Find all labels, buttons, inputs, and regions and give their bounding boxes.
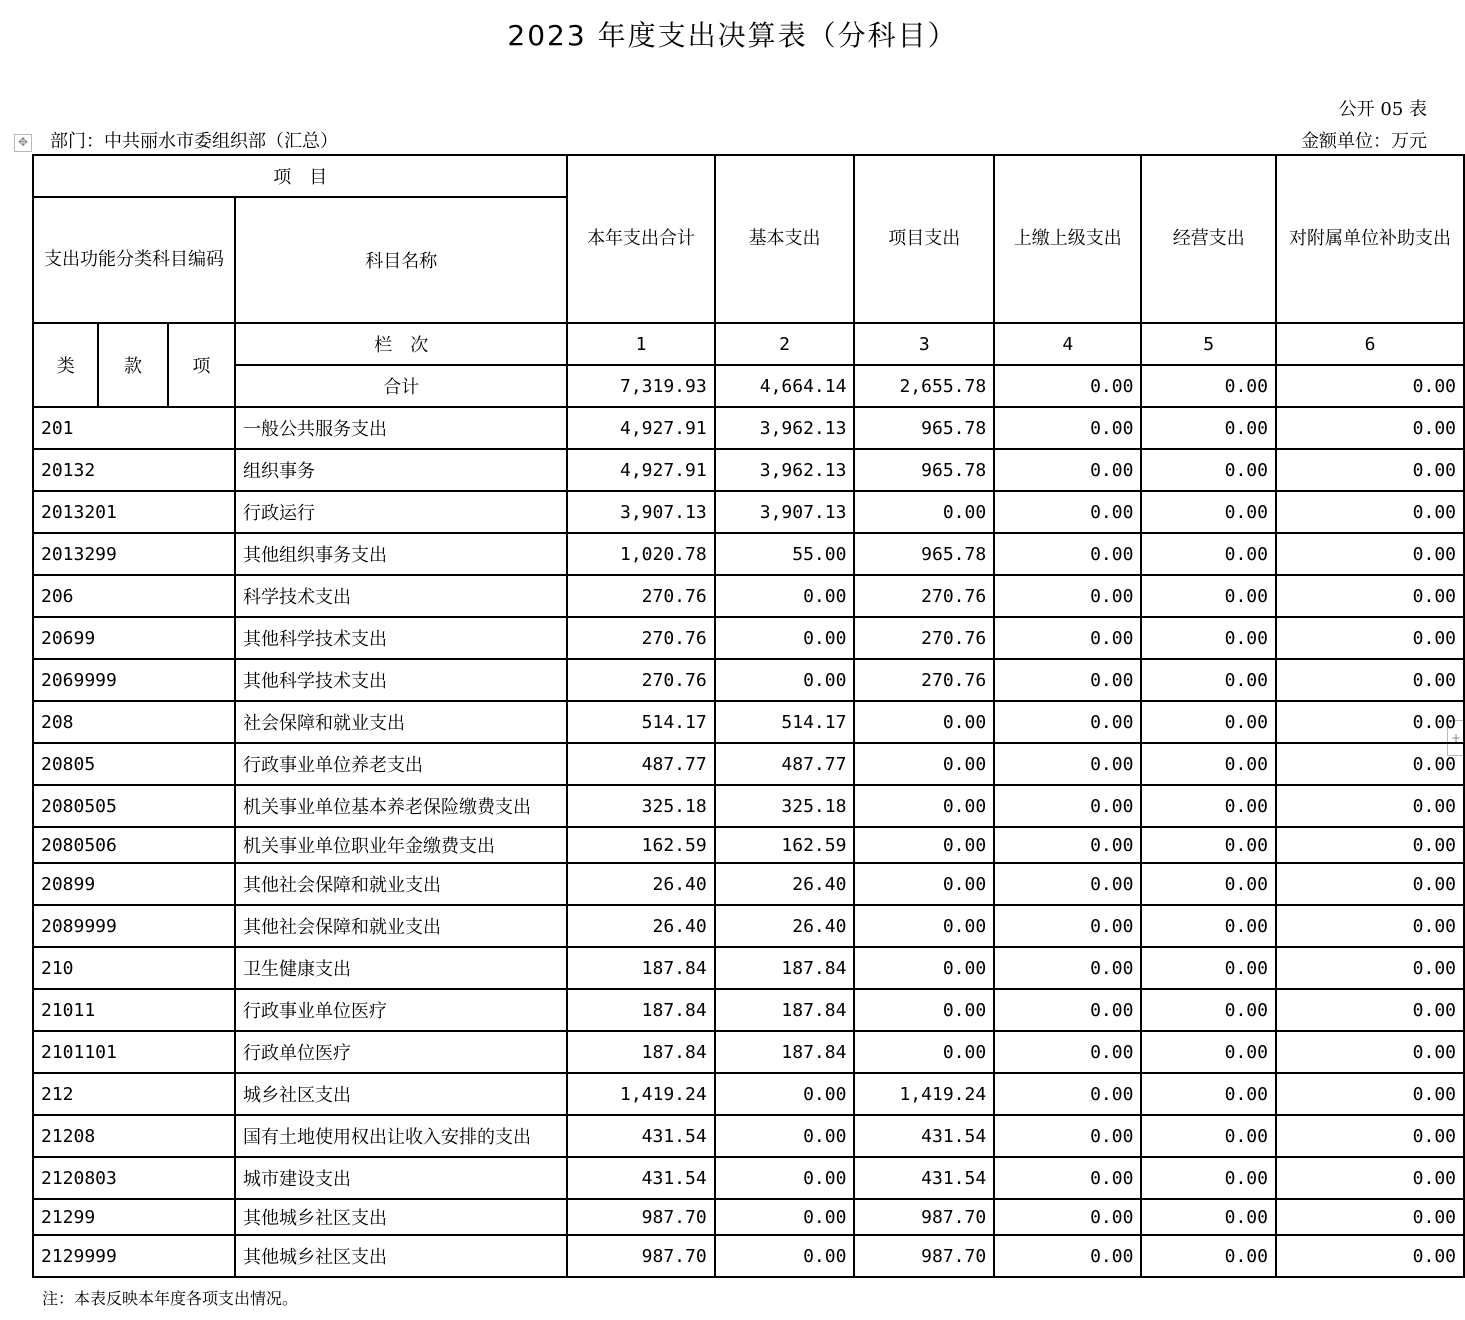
row-value: 0.00 xyxy=(994,407,1141,449)
row-value: 0.00 xyxy=(994,863,1141,905)
row-value: 965.78 xyxy=(854,533,994,575)
row-code: 2120803 xyxy=(33,1157,235,1199)
header-level-class: 类 xyxy=(33,323,98,407)
row-value: 431.54 xyxy=(854,1115,994,1157)
row-value: 3,907.13 xyxy=(715,491,855,533)
row-name: 机关事业单位职业年金缴费支出 xyxy=(235,827,567,863)
row-value: 0.00 xyxy=(994,701,1141,743)
row-value: 0.00 xyxy=(994,743,1141,785)
row-code: 2101101 xyxy=(33,1031,235,1073)
table-row xyxy=(33,743,1464,785)
row-name: 行政运行 xyxy=(235,491,567,533)
row-code: 2089999 xyxy=(33,905,235,947)
row-value: 514.17 xyxy=(715,701,855,743)
row-value: 0.00 xyxy=(854,491,994,533)
row-value: 965.78 xyxy=(854,407,994,449)
row-value: 987.70 xyxy=(567,1235,714,1277)
row-value: 0.00 xyxy=(1276,1235,1464,1277)
row-value: 0.00 xyxy=(1141,491,1276,533)
row-value: 0.00 xyxy=(1141,1115,1276,1157)
row-value: 0.00 xyxy=(994,575,1141,617)
row-name: 行政事业单位养老支出 xyxy=(235,743,567,785)
row-value: 0.00 xyxy=(1276,1073,1464,1115)
column-number: 1 xyxy=(567,323,714,365)
total-value: 7,319.93 xyxy=(567,365,714,407)
row-name: 城市建设支出 xyxy=(235,1157,567,1199)
total-value: 0.00 xyxy=(994,365,1141,407)
move-icon[interactable]: ✥ xyxy=(14,134,32,152)
row-value: 3,962.13 xyxy=(715,407,855,449)
row-code: 20805 xyxy=(33,743,235,785)
row-code: 20899 xyxy=(33,863,235,905)
row-name: 国有土地使用权出让收入安排的支出 xyxy=(235,1115,567,1157)
row-value: 0.00 xyxy=(994,1199,1141,1235)
row-value: 0.00 xyxy=(994,659,1141,701)
row-value: 0.00 xyxy=(1141,743,1276,785)
row-code: 21208 xyxy=(33,1115,235,1157)
row-code: 2080506 xyxy=(33,827,235,863)
table-row xyxy=(33,989,1464,1031)
row-value: 0.00 xyxy=(994,785,1141,827)
table-row xyxy=(33,1115,1464,1157)
row-value: 0.00 xyxy=(1276,617,1464,659)
row-value: 0.00 xyxy=(1141,1199,1276,1235)
row-value: 0.00 xyxy=(1141,533,1276,575)
row-value: 0.00 xyxy=(715,575,855,617)
row-value: 0.00 xyxy=(1276,827,1464,863)
row-code: 212 xyxy=(33,1073,235,1115)
row-name: 机关事业单位基本养老保险缴费支出 xyxy=(235,785,567,827)
row-value: 3,907.13 xyxy=(567,491,714,533)
row-name: 组织事务 xyxy=(235,449,567,491)
column-number: 2 xyxy=(715,323,855,365)
row-value: 0.00 xyxy=(994,1235,1141,1277)
expenditure-table xyxy=(32,154,1465,1278)
column-number: 4 xyxy=(994,323,1141,365)
row-name: 其他社会保障和就业支出 xyxy=(235,863,567,905)
row-value: 0.00 xyxy=(1141,617,1276,659)
row-code: 21011 xyxy=(33,989,235,1031)
row-value: 0.00 xyxy=(1141,1157,1276,1199)
page-title: 2023 年度支出决算表（分科目） xyxy=(507,19,958,52)
row-value: 0.00 xyxy=(1276,659,1464,701)
row-name: 行政事业单位医疗 xyxy=(235,989,567,1031)
table-row xyxy=(33,617,1464,659)
row-code: 21299 xyxy=(33,1199,235,1235)
row-name: 社会保障和就业支出 xyxy=(235,701,567,743)
row-value: 0.00 xyxy=(1141,827,1276,863)
row-value: 325.18 xyxy=(715,785,855,827)
row-value: 162.59 xyxy=(567,827,714,863)
table-row xyxy=(33,491,1464,533)
header-col-6: 对附属单位补助支出 xyxy=(1276,155,1464,323)
row-value: 0.00 xyxy=(854,989,994,1031)
row-value: 0.00 xyxy=(994,617,1141,659)
column-number: 3 xyxy=(854,323,994,365)
row-value: 0.00 xyxy=(1141,659,1276,701)
row-value: 0.00 xyxy=(854,785,994,827)
row-value: 0.00 xyxy=(994,1073,1141,1115)
department-label: 部门：中共丽水市委组织部（汇总） xyxy=(50,131,338,152)
row-value: 0.00 xyxy=(854,743,994,785)
row-value: 26.40 xyxy=(715,863,855,905)
table-row xyxy=(33,449,1464,491)
header-col-1: 本年支出合计 xyxy=(567,155,714,323)
row-value: 0.00 xyxy=(994,989,1141,1031)
row-value: 0.00 xyxy=(854,947,994,989)
row-value: 270.76 xyxy=(567,659,714,701)
row-value: 987.70 xyxy=(854,1199,994,1235)
row-value: 0.00 xyxy=(1276,947,1464,989)
row-value: 0.00 xyxy=(994,1115,1141,1157)
table-row xyxy=(33,1157,1464,1199)
row-value: 0.00 xyxy=(1141,701,1276,743)
total-label: 合计 xyxy=(235,365,567,407)
header-code-group: 支出功能分类科目编码 xyxy=(33,197,235,323)
row-value: 0.00 xyxy=(715,1199,855,1235)
row-value: 0.00 xyxy=(715,617,855,659)
row-name: 其他社会保障和就业支出 xyxy=(235,905,567,947)
row-value: 270.76 xyxy=(567,617,714,659)
row-code: 206 xyxy=(33,575,235,617)
plus-icon[interactable]: + xyxy=(1447,720,1465,756)
row-value: 0.00 xyxy=(1276,905,1464,947)
column-number: 5 xyxy=(1141,323,1276,365)
table-row xyxy=(33,905,1464,947)
header-level-section: 款 xyxy=(98,323,167,407)
row-value: 0.00 xyxy=(1276,575,1464,617)
row-value: 0.00 xyxy=(1141,947,1276,989)
row-code: 20699 xyxy=(33,617,235,659)
row-value: 0.00 xyxy=(1276,449,1464,491)
row-value: 270.76 xyxy=(567,575,714,617)
row-name: 科学技术支出 xyxy=(235,575,567,617)
row-name: 其他科学技术支出 xyxy=(235,659,567,701)
header-item: 项 目 xyxy=(33,155,567,197)
row-name: 其他科学技术支出 xyxy=(235,617,567,659)
row-value: 0.00 xyxy=(994,533,1141,575)
row-value: 1,419.24 xyxy=(567,1073,714,1115)
row-value: 987.70 xyxy=(567,1199,714,1235)
row-value: 187.84 xyxy=(567,1031,714,1073)
header-level-item: 项 xyxy=(168,323,235,407)
row-value: 0.00 xyxy=(1276,701,1464,743)
row-value: 0.00 xyxy=(1276,1031,1464,1073)
header-col-2: 基本支出 xyxy=(715,155,855,323)
header-col-5: 经营支出 xyxy=(1141,155,1276,323)
row-value: 0.00 xyxy=(1141,575,1276,617)
row-value: 0.00 xyxy=(854,1031,994,1073)
row-value: 965.78 xyxy=(854,449,994,491)
row-value: 270.76 xyxy=(854,659,994,701)
row-name: 一般公共服务支出 xyxy=(235,407,567,449)
total-value: 4,664.14 xyxy=(715,365,855,407)
row-value: 0.00 xyxy=(1276,533,1464,575)
row-value: 187.84 xyxy=(715,947,855,989)
row-value: 0.00 xyxy=(1141,407,1276,449)
row-name: 城乡社区支出 xyxy=(235,1073,567,1115)
row-value: 0.00 xyxy=(994,491,1141,533)
table-row xyxy=(33,1199,1464,1235)
row-value: 0.00 xyxy=(854,905,994,947)
row-value: 4,927.91 xyxy=(567,449,714,491)
row-name: 其他城乡社区支出 xyxy=(235,1235,567,1277)
total-row xyxy=(33,365,1464,407)
row-value: 0.00 xyxy=(1141,449,1276,491)
row-code: 20132 xyxy=(33,449,235,491)
row-value: 0.00 xyxy=(854,827,994,863)
row-value: 187.84 xyxy=(715,1031,855,1073)
row-value: 514.17 xyxy=(567,701,714,743)
row-name: 其他城乡社区支出 xyxy=(235,1199,567,1235)
row-value: 431.54 xyxy=(567,1115,714,1157)
header-col-3: 项目支出 xyxy=(854,155,994,323)
row-value: 270.76 xyxy=(854,575,994,617)
row-value: 55.00 xyxy=(715,533,855,575)
row-value: 325.18 xyxy=(567,785,714,827)
row-value: 0.00 xyxy=(1276,1115,1464,1157)
row-value: 0.00 xyxy=(1276,785,1464,827)
row-value: 431.54 xyxy=(854,1157,994,1199)
row-code: 201 xyxy=(33,407,235,449)
row-name: 卫生健康支出 xyxy=(235,947,567,989)
table-row xyxy=(33,785,1464,827)
row-code: 210 xyxy=(33,947,235,989)
table-row xyxy=(33,701,1464,743)
row-code: 2013299 xyxy=(33,533,235,575)
row-value: 4,927.91 xyxy=(567,407,714,449)
column-number: 6 xyxy=(1276,323,1464,365)
row-value: 187.84 xyxy=(567,989,714,1031)
row-value: 1,020.78 xyxy=(567,533,714,575)
table-row xyxy=(33,407,1464,449)
row-value: 0.00 xyxy=(854,863,994,905)
row-value: 26.40 xyxy=(715,905,855,947)
row-value: 187.84 xyxy=(715,989,855,1031)
row-value: 187.84 xyxy=(567,947,714,989)
row-value: 0.00 xyxy=(1276,863,1464,905)
row-value: 0.00 xyxy=(715,659,855,701)
row-value: 26.40 xyxy=(567,905,714,947)
total-value: 0.00 xyxy=(1141,365,1276,407)
row-value: 0.00 xyxy=(1141,1235,1276,1277)
amount-unit-label: 金额单位：万元 xyxy=(1301,131,1427,152)
row-value: 270.76 xyxy=(854,617,994,659)
row-name: 其他组织事务支出 xyxy=(235,533,567,575)
table-row xyxy=(33,863,1464,905)
row-code: 2129999 xyxy=(33,1235,235,1277)
row-value: 0.00 xyxy=(1276,989,1464,1031)
row-value: 487.77 xyxy=(715,743,855,785)
row-value: 0.00 xyxy=(1276,407,1464,449)
row-value: 0.00 xyxy=(1276,1157,1464,1199)
row-name: 行政单位医疗 xyxy=(235,1031,567,1073)
header-col-4: 上缴上级支出 xyxy=(994,155,1141,323)
row-value: 0.00 xyxy=(994,449,1141,491)
row-value: 0.00 xyxy=(994,827,1141,863)
total-value: 2,655.78 xyxy=(854,365,994,407)
row-code: 2013201 xyxy=(33,491,235,533)
row-code: 2069999 xyxy=(33,659,235,701)
row-value: 0.00 xyxy=(1141,905,1276,947)
row-value: 0.00 xyxy=(1141,863,1276,905)
row-value: 0.00 xyxy=(1141,785,1276,827)
row-value: 0.00 xyxy=(854,701,994,743)
table-row xyxy=(33,1235,1464,1277)
row-value: 0.00 xyxy=(1276,1199,1464,1235)
table-row xyxy=(33,1031,1464,1073)
table-row xyxy=(33,827,1464,863)
total-value: 0.00 xyxy=(1276,365,1464,407)
row-code: 2080505 xyxy=(33,785,235,827)
row-value: 0.00 xyxy=(994,1157,1141,1199)
header-name: 科目名称 xyxy=(235,197,567,323)
row-value: 26.40 xyxy=(567,863,714,905)
row-value: 431.54 xyxy=(567,1157,714,1199)
row-value: 0.00 xyxy=(715,1115,855,1157)
row-value: 0.00 xyxy=(1141,1073,1276,1115)
row-value: 162.59 xyxy=(715,827,855,863)
row-value: 0.00 xyxy=(715,1157,855,1199)
row-value: 487.77 xyxy=(567,743,714,785)
header-row-label: 栏 次 xyxy=(235,323,567,365)
row-value: 1,419.24 xyxy=(854,1073,994,1115)
footnote: 注：本表反映本年度各项支出情况。 xyxy=(42,1289,299,1308)
table-row xyxy=(33,947,1464,989)
row-value: 987.70 xyxy=(854,1235,994,1277)
row-value: 3,962.13 xyxy=(715,449,855,491)
row-value: 0.00 xyxy=(1276,491,1464,533)
table-row xyxy=(33,1073,1464,1115)
row-value: 0.00 xyxy=(994,1031,1141,1073)
row-value: 0.00 xyxy=(994,947,1141,989)
table-row xyxy=(33,575,1464,617)
table-row xyxy=(33,659,1464,701)
row-code: 208 xyxy=(33,701,235,743)
table-number: 公开 05 表 xyxy=(1338,99,1427,120)
table-row xyxy=(33,533,1464,575)
row-value: 0.00 xyxy=(715,1073,855,1115)
row-value: 0.00 xyxy=(1141,989,1276,1031)
row-value: 0.00 xyxy=(994,905,1141,947)
row-value: 0.00 xyxy=(715,1235,855,1277)
row-value: 0.00 xyxy=(1276,743,1464,785)
row-value: 0.00 xyxy=(1141,1031,1276,1073)
